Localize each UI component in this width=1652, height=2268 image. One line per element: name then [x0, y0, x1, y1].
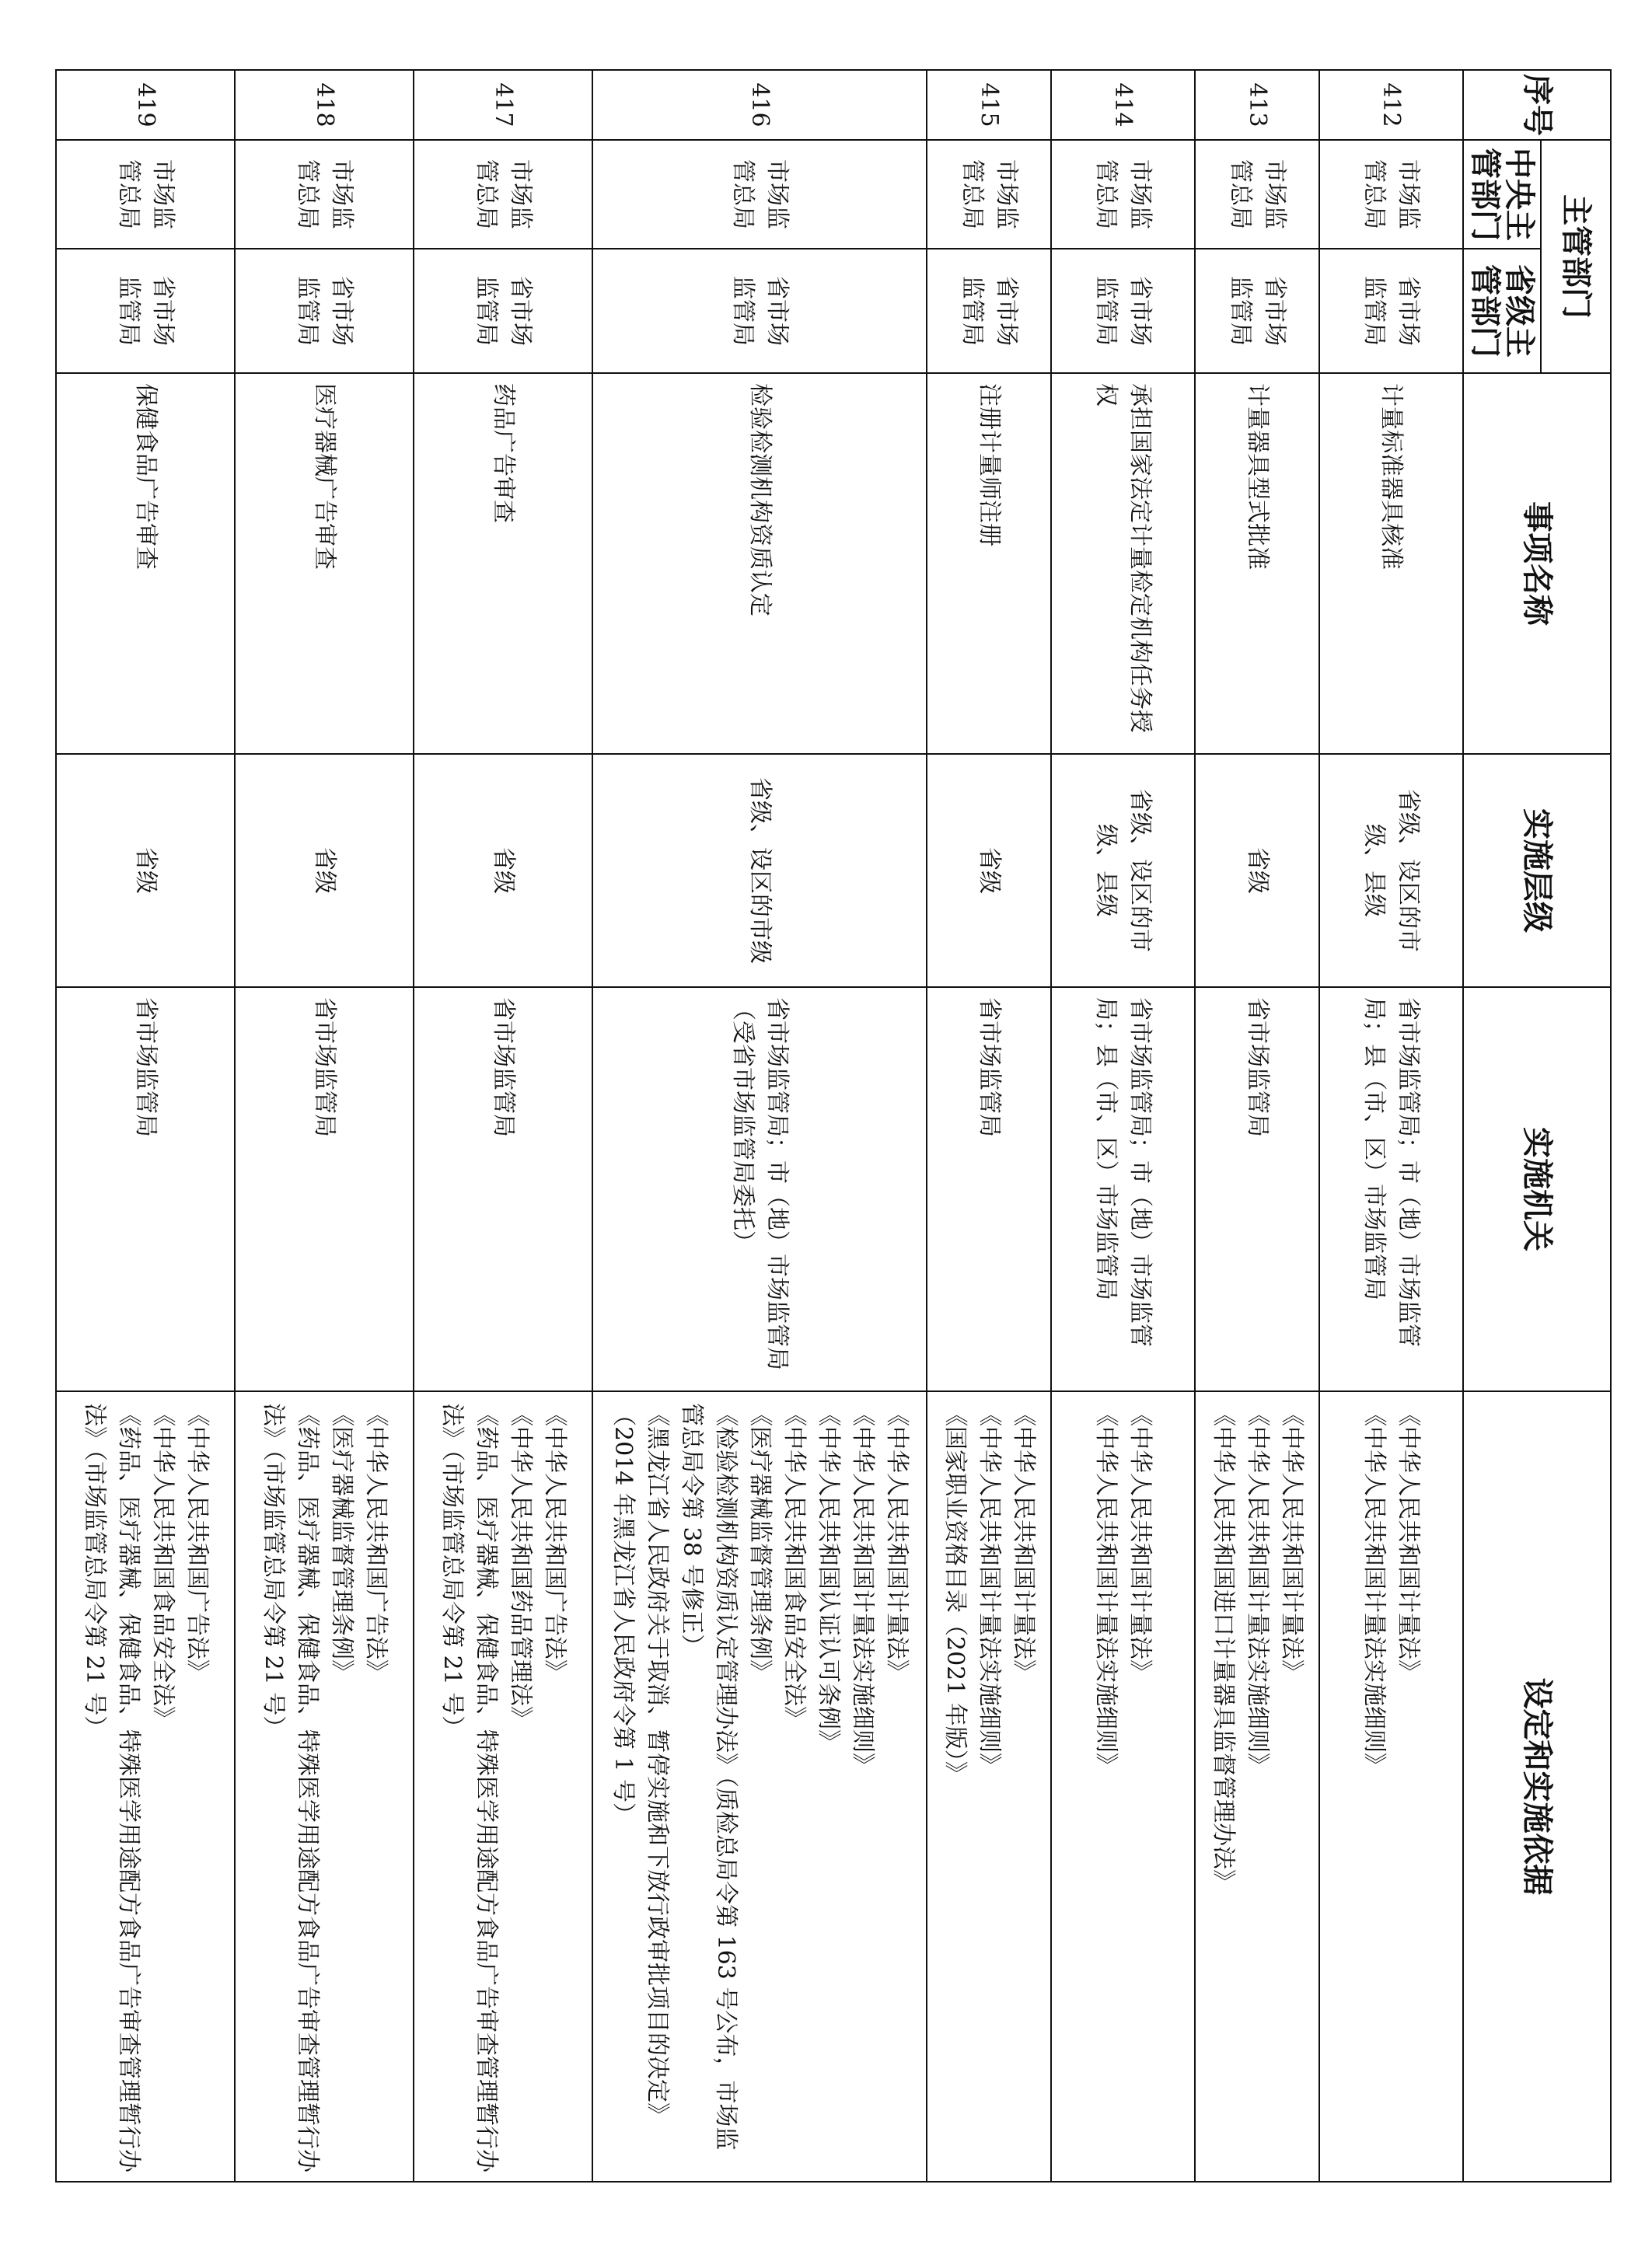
agency-cell: 省市场监管局: [927, 987, 1051, 1391]
basis-line: 《中华人民共和国进口计量器具监督管理办法》: [1210, 1403, 1237, 1893]
provincial-dept-cell: 省市场监管局: [927, 249, 1051, 373]
header-provincial: 省级主管部门: [1463, 249, 1541, 373]
central-dept-cell: 市场监管总局: [1051, 140, 1195, 249]
table-row: [592, 70, 927, 2182]
provincial-dept-cell: 省市场监管局: [1195, 249, 1319, 373]
seq-cell: 412: [1319, 70, 1463, 140]
level-cell: 省级: [414, 754, 592, 987]
basis-cell: [1319, 1391, 1463, 2182]
basis-cell: [235, 1391, 414, 2182]
basis-line: 《中华人民共和国广告法》: [362, 1403, 389, 1683]
item-name-cell: 承担国家法定计量检定机构任务授权: [1051, 373, 1195, 754]
header-agency: 实施机关: [1463, 987, 1611, 1391]
basis-line: 《中华人民共和国计量法实施细则》: [1092, 1403, 1120, 1776]
central-dept-cell: 市场监管总局: [414, 140, 592, 249]
basis-line: 《黑龙江省人民政府关于取消、暂停实施和下放行政审批项目的决定》（2014 年黑龙江省人民政府令第 1 号）: [609, 1403, 671, 2126]
table-row: [56, 70, 235, 2182]
table-row: [1195, 70, 1319, 2182]
level-cell: 省级: [927, 754, 1051, 987]
table-row: [414, 70, 592, 2182]
basis-line: 《药品、医疗器械、保健食品、特殊医学用途配方食品广告审查管理暂行办法》（市场监管总局令第 21 号）: [438, 1403, 500, 2172]
basis-line: 《中华人民共和国计量法实施细则》: [849, 1403, 876, 1776]
basis-cell: [927, 1391, 1051, 2182]
level-cell: 省级: [1195, 754, 1319, 987]
table-header: [1463, 70, 1611, 2182]
table-row: [1051, 70, 1195, 2182]
rotated-page: [66, 69, 1612, 2181]
agency-cell: 省市场监管局: [1195, 987, 1319, 1391]
basis-line: 《中华人民共和国计量法实施细则》: [1360, 1403, 1388, 1776]
basis-line: 《中华人民共和国计量法实施细则》: [976, 1403, 1003, 1776]
level-cell: 省级: [235, 754, 414, 987]
provincial-dept-cell: 省市场监管局: [1051, 249, 1195, 373]
level-cell: 省级: [56, 754, 235, 987]
basis-line: 《国家职业资格目录（2021 年版）》: [941, 1403, 969, 1785]
central-dept-cell: 市场监管总局: [56, 140, 235, 249]
item-name-cell: 药品广告审查: [414, 373, 592, 754]
central-dept-cell: 市场监管总局: [1319, 140, 1463, 249]
level-cell: 省级、设区的市级、县级: [1319, 754, 1463, 987]
basis-line: 《中华人民共和国食品安全法》: [149, 1403, 176, 1729]
agency-cell: 省市场监管局: [235, 987, 414, 1391]
basis-line: 《中华人民共和国计量法》: [1395, 1403, 1423, 1683]
table-row: [927, 70, 1051, 2182]
item-name-cell: 注册计量师注册: [927, 373, 1051, 754]
basis-line: 《中华人民共和国广告法》: [183, 1403, 211, 1683]
basis-line: 《中华人民共和国食品安全法》: [781, 1403, 808, 1729]
table-body: [56, 70, 1463, 2182]
basis-line: 《中华人民共和国药品管理法》: [507, 1403, 534, 1729]
basis-cell: [1051, 1391, 1195, 2182]
basis-line: 《中华人民共和国广告法》: [541, 1403, 568, 1683]
header-dept-group: 主管部门: [1541, 140, 1611, 373]
provincial-dept-cell: 省市场监管局: [56, 249, 235, 373]
seq-cell: 415: [927, 70, 1051, 140]
seq-cell: 418: [235, 70, 414, 140]
basis-line: 《中华人民共和国计量法》: [883, 1403, 910, 1683]
central-dept-cell: 市场监管总局: [927, 140, 1051, 249]
seq-cell: 419: [56, 70, 235, 140]
level-cell: 省级、设区的市级、县级: [1051, 754, 1195, 987]
basis-line: 《药品、医疗器械、保健食品、特殊医学用途配方食品广告审查管理暂行办法》（市场监管总局令第 21 号）: [260, 1403, 321, 2172]
item-name-cell: 医疗器械广告审查: [235, 373, 414, 754]
table-row: [235, 70, 414, 2182]
basis-line: 《医疗器械监督管理条例》: [746, 1403, 774, 1683]
basis-line: 《中华人民共和国认证认可条例》: [815, 1403, 842, 1753]
basis-line: 《检验检测机构资质认定管理办法》（质检总局令第 163 号公布，市场监管总局令第 38 号修正）: [678, 1403, 739, 2151]
table-row: [1319, 70, 1463, 2182]
header-item-name: 事项名称: [1463, 373, 1611, 754]
seq-cell: 417: [414, 70, 592, 140]
agency-cell: 省市场监管局；市（地）市场监管局；县（市、区）市场监管局: [1051, 987, 1195, 1391]
seq-cell: 416: [592, 70, 927, 140]
basis-line: 《中华人民共和国计量法》: [1126, 1403, 1154, 1683]
basis-cell: [1195, 1391, 1319, 2182]
basis-cell: [56, 1391, 235, 2182]
basis-cell: [414, 1391, 592, 2182]
approval-items-table: [55, 69, 1612, 2183]
basis-line: 《中华人民共和国计量法》: [1010, 1403, 1037, 1683]
agency-cell: 省市场监管局；市（地）市场监管局；县（市、区）市场监管局: [1319, 987, 1463, 1391]
basis-cell: [592, 1391, 927, 2182]
basis-line: 《中华人民共和国计量法实施细则》: [1244, 1403, 1271, 1776]
item-name-cell: 计量标准器具核准: [1319, 373, 1463, 754]
header-basis: 设定和实施依据: [1463, 1391, 1611, 2182]
provincial-dept-cell: 省市场监管局: [592, 249, 927, 373]
basis-line: 《药品、医疗器械、保健食品、特殊医学用途配方食品广告审查管理暂行办法》（市场监管总局令第 21 号）: [81, 1403, 142, 2172]
central-dept-cell: 市场监管总局: [592, 140, 927, 249]
basis-line: 《医疗器械监督管理条例》: [328, 1403, 355, 1683]
agency-cell: 省市场监管局: [414, 987, 592, 1391]
basis-line: 《中华人民共和国计量法》: [1278, 1403, 1305, 1683]
provincial-dept-cell: 省市场监管局: [235, 249, 414, 373]
seq-cell: 413: [1195, 70, 1319, 140]
agency-cell: 省市场监管局；市（地）市场监管局（受省市场监管局委托）: [592, 987, 927, 1391]
seq-cell: 414: [1051, 70, 1195, 140]
item-name-cell: 计量器具型式批准: [1195, 373, 1319, 754]
header-central: 中央主管部门: [1463, 140, 1541, 249]
central-dept-cell: 市场监管总局: [1195, 140, 1319, 249]
provincial-dept-cell: 省市场监管局: [1319, 249, 1463, 373]
central-dept-cell: 市场监管总局: [235, 140, 414, 249]
provincial-dept-cell: 省市场监管局: [414, 249, 592, 373]
item-name-cell: 检验检测机构资质认定: [592, 373, 927, 754]
agency-cell: 省市场监管局: [56, 987, 235, 1391]
item-name-cell: 保健食品广告审查: [56, 373, 235, 754]
header-level: 实施层级: [1463, 754, 1611, 987]
level-cell: 省级、设区的市级: [592, 754, 927, 987]
header-seq: 序号: [1463, 70, 1611, 140]
